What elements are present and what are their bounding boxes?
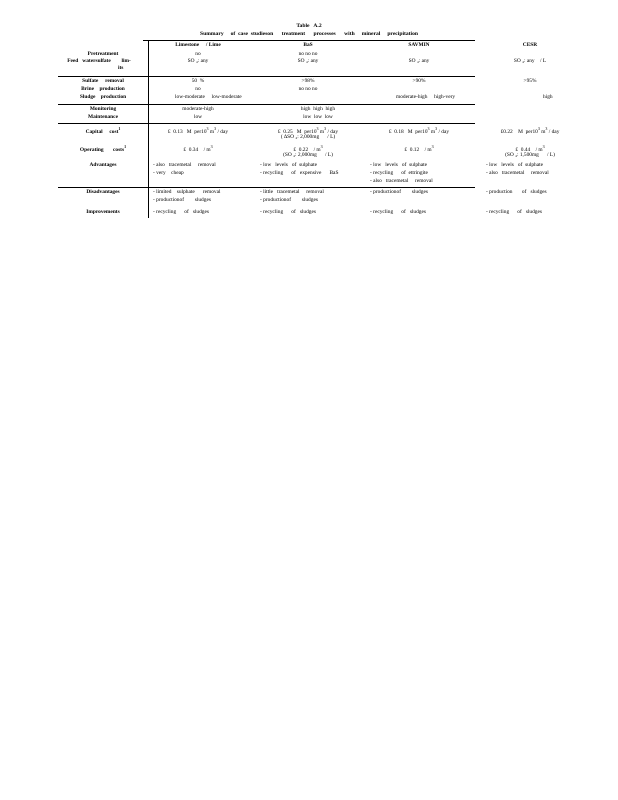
feed-savmin: SO ₄: any	[408, 58, 430, 64]
advantages-cesr-2: - also tracemetal removal	[486, 170, 549, 176]
feed-cesr: SO ₄: any / L	[513, 58, 547, 64]
feed-bas: SO ₄: any	[297, 58, 319, 64]
sulfate-bas: >98%	[301, 78, 315, 84]
operating-bas: £ 0.22 / $m^3$	[293, 144, 323, 153]
sludge-limestone-bas: low-moderate low-moderate	[175, 94, 242, 100]
improvements-savmin: - recycling of sludges	[370, 209, 426, 215]
sludge-cesr: high	[543, 94, 553, 100]
row-label-feed-water-line1: Feed watersulfate lim-	[67, 58, 131, 64]
monitoring-bas: high high high	[300, 106, 336, 112]
table-caption-number: Table A.2	[296, 23, 322, 29]
advantages-savmin-1: - low levels of sulphate	[370, 162, 428, 168]
maintenance-bas: low low low	[303, 114, 333, 120]
brine-bas: no no no	[298, 86, 318, 92]
sludge-savmin: moderate-high high-very	[396, 94, 456, 100]
rule-after-maintenance	[58, 123, 475, 124]
sulfate-limestone: 50 %	[191, 78, 205, 84]
row-label-feed-water-line2: its	[118, 65, 124, 71]
advantages-savmin-2: - recycling of ettringite	[370, 170, 428, 176]
rule-after-sludge	[58, 104, 475, 105]
operating-cesr: £ 0.44 / $m^3$	[515, 144, 545, 153]
maintenance-limestone: low	[193, 114, 203, 120]
brine-limestone: no	[195, 86, 201, 92]
row-label-improvements: Improvements	[86, 209, 120, 215]
row-label-sulfate-removal: Sulfate removal	[82, 78, 124, 84]
disadvantages-limestone-2: - productionof sludges	[153, 197, 211, 203]
disadvantages-bas-2: - productionof sludges	[260, 197, 318, 203]
improvements-limestone: - recycling of sludges	[153, 209, 209, 215]
improvements-bas: - recycling of sludges	[260, 209, 316, 215]
feed-limestone: SO ₄: any	[187, 58, 209, 64]
monitoring-limestone: moderate-high	[182, 106, 214, 112]
header-savmin: SAVMIN	[408, 42, 430, 48]
capital-cesr: £0.22 M $per10^3$ $m^3$ / day	[500, 126, 560, 135]
operating-limestone: £ 0.34 / $m^3$	[183, 144, 213, 153]
improvements-cesr: - recycling of sludges	[486, 209, 542, 215]
table-caption-title: Summary of case studieson treatment processes with mineral precipitation	[200, 31, 418, 37]
operating-savmin: £ 0.12 / $m^3$	[404, 144, 434, 153]
row-label-pretreatment: Pretreatment	[87, 51, 119, 57]
disadvantages-limestone-1: - limited sulphate removal	[153, 189, 221, 195]
operating-cesr-note: (SO ₄: 1,500mg / L)	[505, 152, 555, 158]
pretreatment-bas: no no no	[298, 51, 318, 57]
advantages-savmin-3: - also tracemetal removal	[370, 178, 433, 184]
row-label-capital-cost: Capital cost$^1$	[85, 126, 121, 135]
advantages-bas-2: - recycling of expensive BaS	[260, 170, 339, 176]
row-label-maintenance: Maintenance	[88, 114, 118, 120]
capital-bas: £ 0.25 M $per10^3$ $m^3$ / day	[277, 126, 339, 135]
header-cesr: CESR	[522, 42, 538, 48]
row-label-operating-costs: Operating costs$^1$	[79, 144, 127, 153]
row-label-advantages: Advantages	[89, 162, 117, 168]
sulfate-cesr: >95%	[523, 78, 537, 84]
header-limestone-lime: Limestone / Lime	[175, 42, 221, 48]
capital-bas-note: ( ΔSO ₄: 2,000mg / L)	[280, 134, 336, 140]
operating-bas-note: (SO ₄: 2,000mg / L)	[283, 152, 333, 158]
row-label-monitoring: Monitoring	[89, 106, 117, 112]
disadvantages-savmin-1: - productionof sludges	[370, 189, 428, 195]
disadvantages-cesr-1: - production of sludges	[486, 189, 547, 195]
row-label-brine-production: Brine production	[81, 86, 125, 92]
advantages-bas-1: - low levels of sulphate	[260, 162, 318, 168]
advantages-limestone-1: - also tracemetal removal	[153, 162, 216, 168]
disadvantages-bas-1: - little tracemetal removal	[260, 189, 324, 195]
top-rule	[143, 40, 475, 41]
capital-limestone: £ 0.13 M $per10^3$ $m^3$ / day	[167, 126, 229, 135]
row-label-sludge-production: Sludge production	[79, 94, 127, 100]
advantages-cesr-1: - low levels of sulphate	[486, 162, 544, 168]
advantages-limestone-2: - very cheap	[153, 170, 184, 176]
capital-savmin: £ 0.18 M $per10^3$ $m^3$ / day	[388, 126, 450, 135]
rule-after-advantages	[58, 187, 475, 188]
sulfate-savmin: >90%	[412, 78, 426, 84]
pretreatment-limestone: no	[195, 51, 201, 57]
rule-after-feed	[58, 76, 475, 77]
row-label-disadvantages: Disadvantages	[86, 189, 120, 195]
header-bas: BaS	[303, 42, 313, 48]
